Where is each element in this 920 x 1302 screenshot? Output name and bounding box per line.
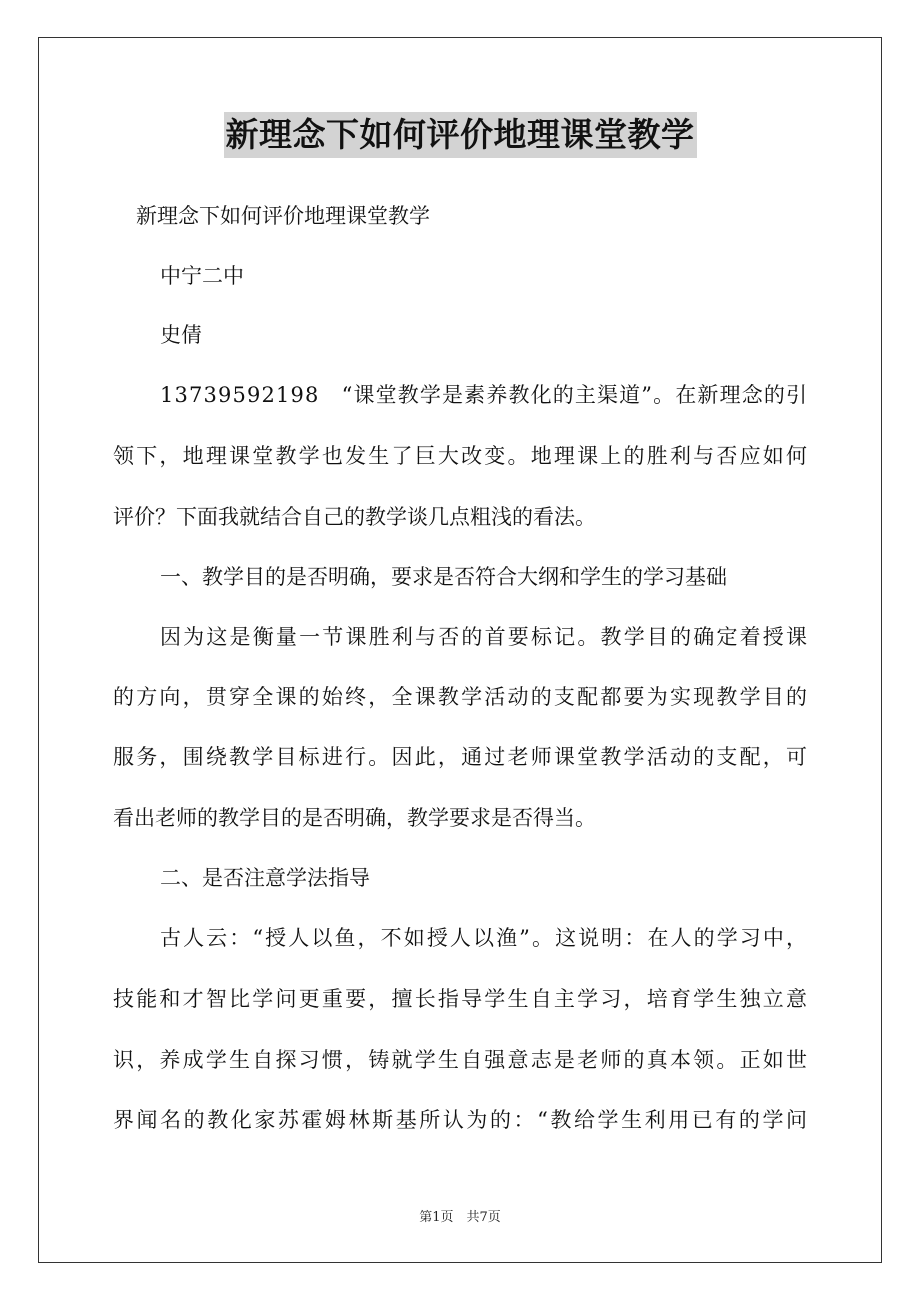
- paragraph-line: 技能和才智比学问更重要，擅长指导学生自主学习，培育学生独立意: [113, 987, 810, 1011]
- paragraph-line: 13739592198 “课堂教学是素养教化的主渠道”。在新理念的引: [160, 383, 809, 407]
- paragraph-line: 看出老师的教学目的是否明确，教学要求是否得当。: [113, 806, 596, 830]
- paragraph-line: 的方向，贯穿全课的始终，全课教学活动的支配都要为实现教学目的: [113, 685, 810, 709]
- paragraph-line: 服务，围绕教学目标进行。因此，通过老师课堂教学活动的支配，可: [113, 745, 810, 769]
- author-line: 史倩: [160, 323, 202, 347]
- document-title: 新理念下如何评价地理课堂教学: [224, 112, 697, 158]
- paragraph-line: 领下，地理课堂教学也发生了巨大改变。地理课上的胜利与否应如何: [113, 444, 810, 468]
- document-title-wrapper: [0, 112, 920, 158]
- school-line: 中宁二中: [160, 264, 244, 288]
- paragraph-line: 界闻名的教化家苏霍姆林斯基所认为的：“教给学生利用已有的学问: [113, 1108, 810, 1132]
- paragraph-line: 因为这是衡量一节课胜利与否的首要标记。教学目的确定着授课: [160, 625, 810, 649]
- paragraph-line: 古人云：“授人以鱼，不如授人以渔”。这说明：在人的学习中，: [160, 926, 810, 950]
- page-footer: 第1页 共7页: [419, 1210, 501, 1225]
- paragraph-line: 识，养成学生自探习惯，铸就学生自强意志是老师的真本领。正如世: [113, 1048, 810, 1072]
- section-heading: 二、是否注意学法指导: [160, 866, 370, 890]
- paragraph-line: 评价？下面我就结合自己的教学谈几点粗浅的看法。: [113, 505, 596, 529]
- section-heading: 一、教学目的是否明确，要求是否符合大纲和学生的学习基础: [160, 565, 727, 589]
- subtitle-line: 新理念下如何评价地理课堂教学: [136, 204, 430, 228]
